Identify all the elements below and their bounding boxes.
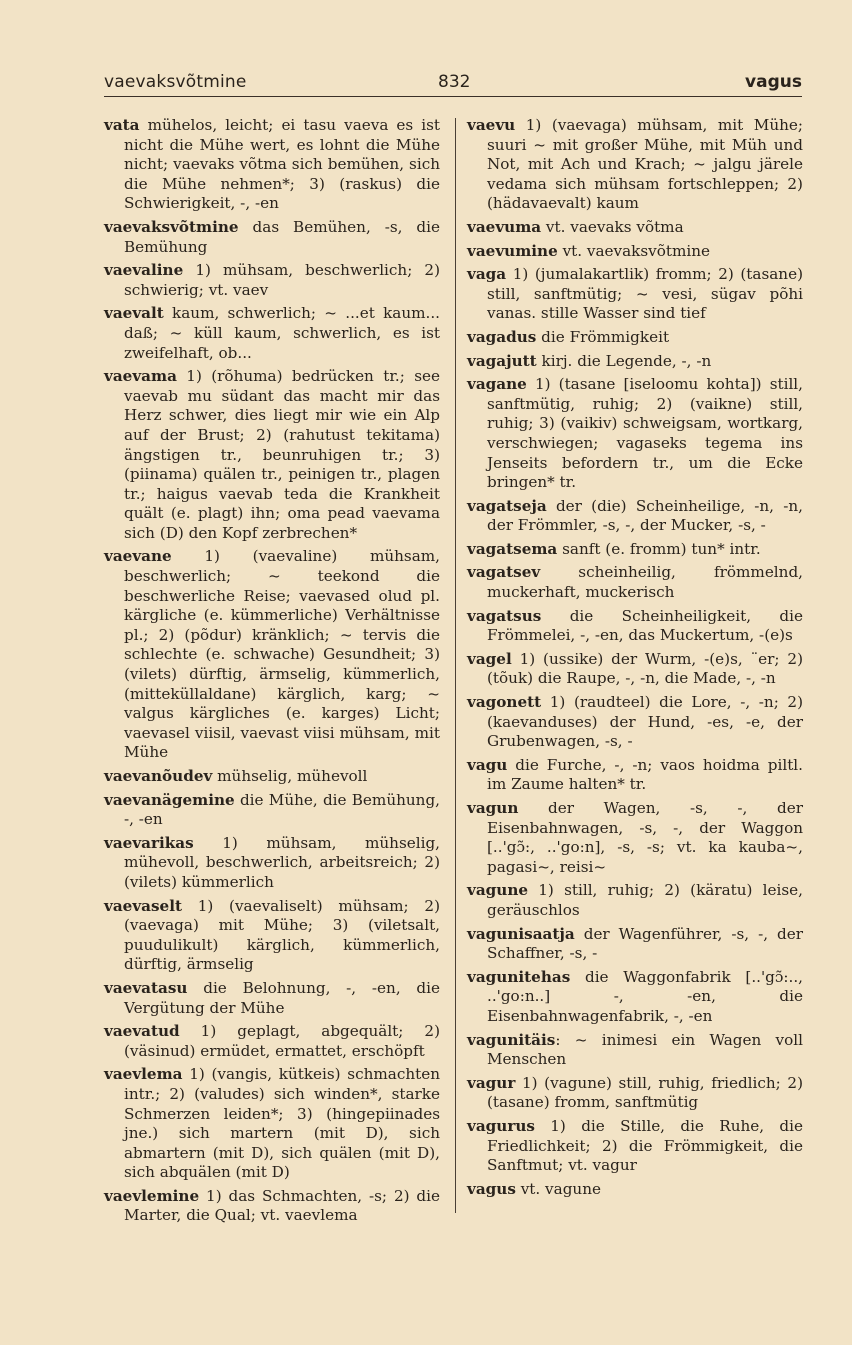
- dictionary-entry: vagonett 1) (raudteel) die Lore, -, -n; 2) (kaevanduses) der Hund, -es, -e, der Grubenwagen, -s, -: [467, 693, 803, 751]
- headword: vagur: [467, 1073, 516, 1092]
- headword: vagonett: [467, 693, 542, 712]
- dictionary-entry: vagel 1) (ussike) der Wurm, -(e)s, ¨er; 2) (tõuk) die Raupe, -, -n, die Made, -, -n: [467, 649, 803, 688]
- headword: vagadus: [467, 327, 537, 346]
- dictionary-entry: vaevu 1) (vaevaga) mühsam, mit Mühe; suuri ~ mit großer Mühe, mit Müh und Not, mit Ach und Krach; ~ jalgu järele vedama sich mühsam fortschleppen; 2) (hädavaevalt) kaum: [467, 116, 803, 213]
- dictionary-entry: vaevatud 1) geplagt, abgequält; 2) (väsinud) ermüdet, ermattet, erschöpft: [104, 1022, 440, 1060]
- dictionary-entry: vagu die Furche, -, -n; vaos hoidma piltl. im Zaume halten* tr.: [467, 755, 803, 794]
- dictionary-entry: vagatsev scheinheilig, frömmelnd, muckerhaft, muckerisch: [467, 563, 803, 602]
- dictionary-entry: vaevatasu die Belohnung, -, -en, die Vergütung der Mühe: [104, 978, 440, 1017]
- right-guide-word: vagus: [745, 72, 802, 92]
- page-number: 832: [438, 72, 471, 92]
- headword: vagane: [467, 375, 527, 394]
- dictionary-entry: vaevalt kaum, schwerlich; ~ ...et kaum... daß; ~ küll kaum, schwerlich, es ist zweifelhaft, ob...: [104, 304, 440, 362]
- headword: vagurus: [467, 1116, 535, 1135]
- headword: vaevaksvõtmine: [104, 217, 239, 236]
- headword: vaevaline: [104, 261, 184, 280]
- dictionary-entry: vagune 1) still, ruhig; 2) (käratu) leise, geräuschlos: [467, 881, 803, 919]
- headword: vaevane: [104, 547, 172, 566]
- headword: vaevatasu: [104, 978, 188, 997]
- headword: vaevalt: [104, 304, 164, 323]
- headword: vagatsema: [467, 539, 558, 558]
- headword: vaevatud: [104, 1022, 180, 1041]
- headword: vagatsus: [467, 606, 542, 625]
- headword: vaevlema: [104, 1065, 183, 1084]
- dictionary-entry: vaevane 1) (vaevaline) mühsam, beschwerlich; ~ teekond die beschwerliche Reise; vaevased olud pl. kärgliche (e. kümmerliche) Verhältnisse pl.; 2) (põdur) kränklich; ~ tervis die schlechte (e. schwache) Gesundheit; 3) (vilets) dürftig, ärmselig, kümmerlich, (mitteküllaldane) kärglich, karg; ~ valgus kärgliches (e. karges) Licht; vaevasel viisil, vaevast viisi mühsam, mit Mühe: [104, 547, 440, 762]
- right-column: [467, 116, 803, 1203]
- page-header: [104, 70, 802, 97]
- headword: vata: [104, 116, 140, 134]
- dictionary-entry: vaevlemine 1) das Schmachten, -s; 2) die Marter, die Qual; vt. vaevlema: [104, 1186, 440, 1225]
- dictionary-entry: vagurus 1) die Stille, die Ruhe, die Friedlichkeit; 2) die Frömmigkeit, die Sanftmut; vt. vagur: [467, 1116, 803, 1175]
- headword: vagatseja: [467, 496, 547, 515]
- headword: vaevuma: [467, 217, 542, 236]
- headword: vaevama: [104, 367, 177, 386]
- dictionary-entry: vaevlema 1) (vangis, kütkeis) schmachten intr.; 2) (valudes) sich winden*, starke Schmerzen leiden*; 3) (hingepiinades jne.) sich martern (mit D), sich abmartern (mit D), sich quälen (mit D), sich abquälen (mit D): [104, 1065, 440, 1182]
- dictionary-entry: vagajutt kirj. die Legende, -, -n: [467, 351, 712, 370]
- headword: vaevarikas: [104, 833, 194, 852]
- left-guide-word: vaevaksvõtmine: [104, 72, 247, 92]
- headword: vaevaselt: [104, 896, 182, 915]
- headword: vaevlemine: [104, 1186, 200, 1205]
- headword: vagatsev: [467, 563, 541, 582]
- headword: vaevanägemine: [104, 790, 235, 809]
- dictionary-entry: vagatseja der (die) Scheinheilige, -n, -n, der Frömmler, -s, -, der Mucker, -s, -: [467, 496, 803, 535]
- left-column: [104, 116, 440, 1230]
- dictionary-entry: vaevaselt 1) (vaevaliselt) mühsam; 2) (vaevaga) mit Mühe; 3) (viletsalt, puudulikult) kärglich, kümmerlich, dürftig, ärmselig: [104, 896, 440, 974]
- dictionary-entry: vagur 1) (vagune) still, ruhig, friedlich; 2) (tasane) fromm, sanftmütig: [467, 1073, 803, 1112]
- dictionary-entry: vaevanõudev mühselig, mühevoll: [104, 767, 368, 785]
- dictionary-entry: vagane 1) (tasane [iseloomu kohta]) still, sanftmütig, ruhig; 2) (vaikne) still, ruhig; 3) (vaikiv) schweigsam, wortkarg, verschwiegen; vagaseks tegema ins Jenseits befordern tr., um die Ecke bringen* tr.: [467, 375, 803, 492]
- dictionary-entry: vaevuma vt. vaevaks võtma: [467, 217, 684, 236]
- dictionary-entry: vaga 1) (jumalakartlik) fromm; 2) (tasane) still, sanftmütig; ~ vesi, sügav põhi vanas. stille Wasser sind tief: [467, 265, 803, 323]
- dictionary-entry: vata mühelos, leicht; ei tasu vaeva es ist nicht die Mühe wert, es lohnt die Mühe nicht; vaevaks võtma sich bemühen, sich die Mühe nehmen*; 3) (raskus) die Schwierigkeit, -, -en: [104, 116, 440, 213]
- dictionary-entry: vaevaksvõtmine das Bemühen, -s, die Bemühung: [104, 217, 440, 256]
- column-divider: [455, 118, 456, 1213]
- dictionary-entry: vaevarikas 1) mühsam, mühselig, mühevoll, beschwerlich, arbeitsreich; 2) (vilets) kümmerlich: [104, 833, 440, 891]
- headword: vagunitäis: [467, 1030, 556, 1049]
- dictionary-entry: vaevumine vt. vaevaksvõtmine: [467, 241, 711, 260]
- dictionary-entry: vagun der Wagen, -s, -, der Eisenbahnwagen, -s, -, der Waggon [..'gɔ̃:, ..'go:n], -s, -s; vt. ka kauba~, pagasi~, reisi~: [467, 799, 803, 876]
- headword: vagel: [467, 649, 512, 668]
- dictionary-entry: vaevanägemine die Mühe, die Bemühung, -, -en: [104, 790, 440, 829]
- dictionary-entry: vagunisaatja der Wagenführer, -s, -, der Schaffner, -s, -: [467, 924, 803, 963]
- dictionary-entry: vagunitehas die Waggonfabrik [..'gɔ̃:.., ..'go:n..] -, -en, die Eisenbahnwagenfabrik, -, -en: [467, 967, 803, 1025]
- headword: vagunitehas: [467, 967, 571, 986]
- headword: vagun: [467, 799, 519, 817]
- dictionary-entry: vagunitäis: ~ inimesi ein Wagen voll Menschen: [467, 1030, 803, 1069]
- headword: vagus: [467, 1179, 516, 1198]
- headword: vaga: [467, 265, 507, 284]
- headword: vagajutt: [467, 351, 537, 370]
- dictionary-entry: vagadus die Frömmigkeit: [467, 327, 670, 346]
- headword: vaevanõudev: [104, 767, 213, 785]
- headword: vaevu: [467, 116, 516, 134]
- dictionary-entry: vagatsus die Scheinheiligkeit, die Frömmelei, -, -en, das Muckertum, -(e)s: [467, 606, 803, 645]
- dictionary-entry: vaevaline 1) mühsam, beschwerlich; 2) schwierig; vt. vaev: [104, 261, 440, 299]
- headword: vagune: [467, 881, 529, 900]
- dictionary-entry: vaevama 1) (rõhuma) bedrücken tr.; see vaevab mu südant das macht mir das Herz schwer, dies liegt mir wie ein Alp auf der Brust; 2) (rahutust tekitama) ängstigen tr., beunruhigen tr.; 3) (piinama) quälen tr., peinigen tr., plagen tr.; haigus vaevab teda die Krankheit quält (e. plagt) ihn; oma pead vaevama sich (D) den Kopf zerbrechen*: [104, 367, 440, 542]
- dictionary-entry: vagus vt. vagune: [467, 1179, 601, 1198]
- headword: vaevumine: [467, 241, 558, 260]
- headword: vagu: [467, 755, 508, 774]
- dictionary-entry: vagatsema sanft (e. fromm) tun* intr.: [467, 539, 761, 558]
- headword: vagunisaatja: [467, 924, 575, 943]
